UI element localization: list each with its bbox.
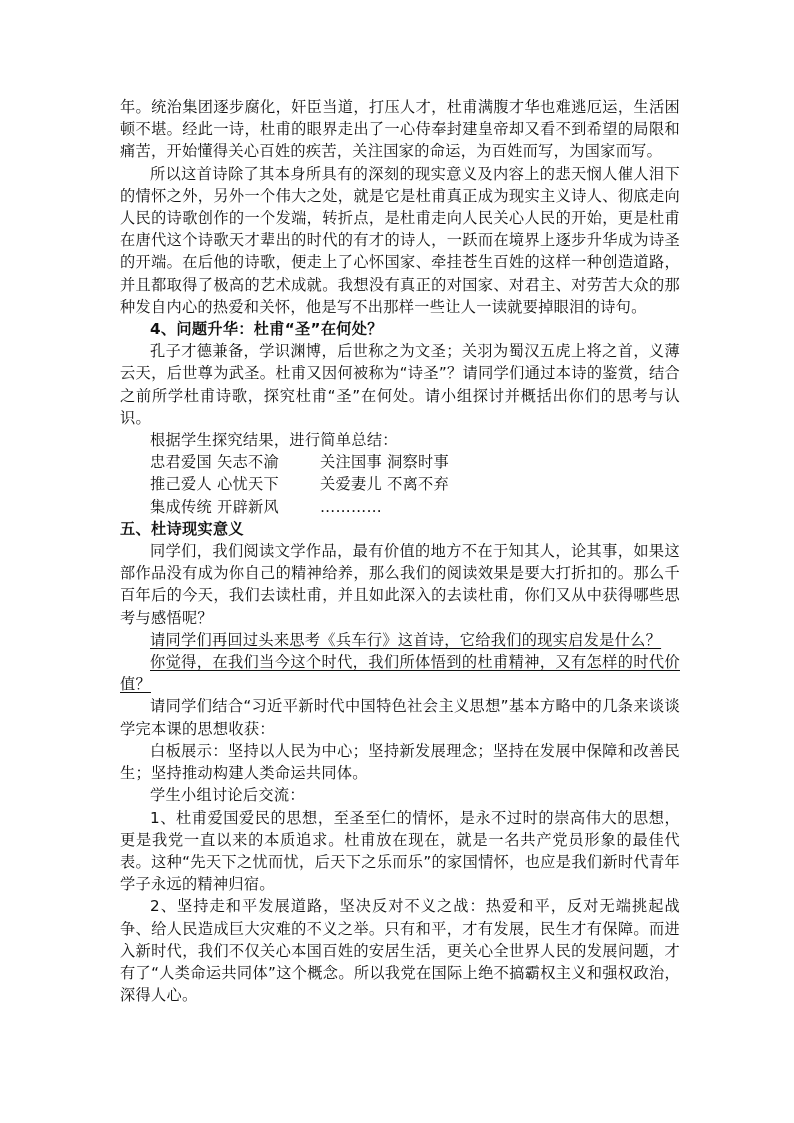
section-heading-5: 五、杜诗现实意义 <box>120 519 244 538</box>
question-1: 请同学们再回过头来思考《兵车行》这首诗，它给我们的现实启发是什么？ <box>150 630 662 649</box>
paragraph-5: 同学们，我们阅读文学作品，最有价值的地方不在于知其人，论其事，如果这部作品没有成为你自己的精神给养，那么我们的阅读效果是要大打折扣的。那么千百年后的今天，我们去读杜甫，并且如此深入的去读杜甫，你们又从中获得哪些思考与感悟呢？ <box>120 542 680 627</box>
paragraph-1: 年。统治集团逐步腐化，奸臣当道，打压人才，杜甫满腹才华也难逃厄运，生活困顿不堪。经此一诗，杜甫的眼界走出了一心侍奉封建皇帝却又看不到希望的局限和痛苦，开始懂得关心百姓的疾苦，关注国家的命运，为百姓而写，为国家而写。 <box>120 98 680 161</box>
paragraph-2: 所以这首诗除了其本身所具有的深刻的现实意义及内容上的悲天悯人催人泪下的情怀之外，另外一个伟大之处，就是它是杜甫真正成为现实主义诗人、彻底走向人民的诗歌创作的一个发端，转折点，是杜甫走向人民关心人民的开始，更是杜甫在唐代这个诗歌天才辈出的时代的有才的诗人，一跃而在境界上逐步升华成为诗圣的开端。在后他的诗歌，便走上了心怀国家、牵挂苍生百姓的这样一种创造道路，并且都取得了极高的艺术成就。我想没有真正的对国家、对君主、对劳苦大众的那种发自内心的热爱和关怀，他是写不出那样一些让人一读就要掉眼泪的诗句。 <box>120 164 680 316</box>
summary-item: 关爱妻儿 不离不弃 <box>320 475 450 494</box>
summary-item: 忠君爱国 矢志不渝 <box>150 453 280 472</box>
summary-row-1 <box>120 451 680 473</box>
summary-item: 推己爱人 心忧天下 <box>150 475 280 494</box>
question-2: 你觉得，在我们当今这个时代，我们所体悟到的杜甫精神，又有怎样的时代价值？ <box>120 653 680 694</box>
paragraph-9: 白板展示：坚持以人民为中心；坚持新发展理念；坚持在发展中保障和改善民生；坚持推动构建人类命运共同体。 <box>120 741 680 783</box>
paragraph-12: 2、坚持走和平发展道路，坚决反对不义之战：热爱和平，反对无端挑起战争、给人民造成巨大灾难的不义之举。只有和平，才有发展，民生才有保障。而进入新时代，我们不仅关心本国百姓的安居生活，更关心全世界人民的发展问题，才有了“人类命运共同体”这个概念。所以我党在国际上绝不搞霸权主义和强权政治，深得人心。 <box>120 897 680 1005</box>
paragraph-3: 孔子才德兼备，学识渊博，后世称之为文圣；关羽为蜀汉五虎上将之首，义薄云天，后世尊为武圣。杜甫又因何被称为“诗圣”？请同学们通过本诗的鉴赏，结合之前所学杜甫诗歌，探究杜甫“圣”在何处。请小组探讨并概括出你们的思考与认识。 <box>120 342 680 427</box>
paragraph-4: 根据学生探究结果，进行简单总结： <box>150 431 398 450</box>
section-heading-4: 4、问题升华：杜甫“圣”在何处？ <box>150 320 383 339</box>
summary-row-2 <box>120 473 680 495</box>
summary-row-3 <box>120 496 680 518</box>
paragraph-8: 请同学们结合“习近平新时代中国特色社会主义思想”基本方略中的几条来谈谈学完本课的思想收获： <box>120 697 680 738</box>
document-page <box>120 96 680 1006</box>
summary-item: 关注国事 洞察时事 <box>320 453 450 472</box>
paragraph-10: 学生小组讨论后交流： <box>150 786 305 805</box>
paragraph-11: 1、杜甫爱国爱民的思想，至圣至仁的情怀，是永不过时的崇高伟大的思想，更是我党一直以来的本质追求。杜甫放在现在，就是一名共产党员形象的最佳代表。这种“先天下之忧而忧，后天下之乐而乐”的家国情怀，也应是我们新时代青年学子永远的精神归宿。 <box>120 808 680 894</box>
summary-item: 集成传统 开辟新风 <box>150 497 280 516</box>
summary-item: ………… <box>320 497 382 516</box>
